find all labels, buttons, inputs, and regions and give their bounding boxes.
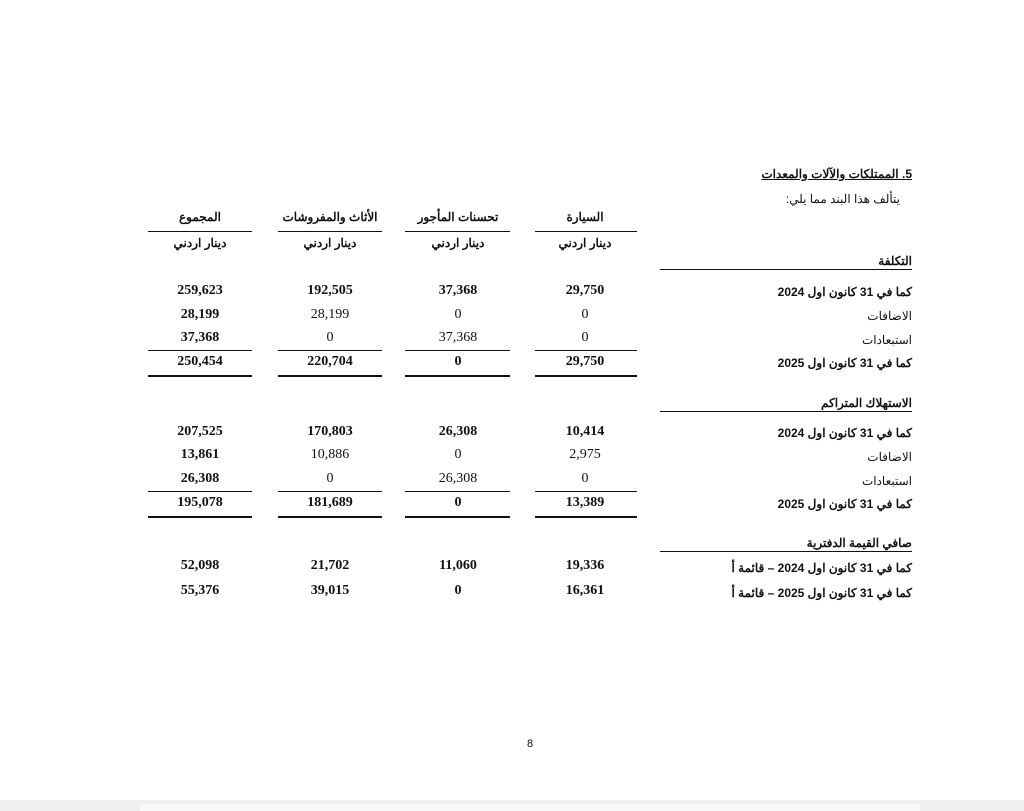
- column-header-underline: [148, 231, 252, 232]
- cell-value: 29,750: [565, 283, 605, 298]
- total-line: [148, 375, 252, 377]
- cell-value: 37,368: [438, 330, 478, 345]
- cell-value: 2,975: [569, 447, 601, 462]
- cell-value: 13,389: [565, 495, 605, 510]
- cell-value: 19,336: [565, 558, 605, 573]
- cell-value: 0: [581, 471, 589, 486]
- cell-value: 0: [326, 471, 334, 486]
- cell-value: 26,308: [180, 471, 220, 486]
- subtotal-line: [405, 350, 510, 351]
- total-line: [535, 516, 637, 518]
- row-label: كما في 31 كانون اول 2024: [777, 426, 912, 440]
- column-header-underline: [278, 231, 382, 232]
- cell-value: 28,199: [180, 307, 220, 322]
- total-line: [535, 375, 637, 377]
- cell-value: 10,886: [310, 447, 350, 462]
- cell-value: 11,060: [439, 558, 477, 573]
- row-label: كما في 31 كانون اول 2024 – قائمة أ: [731, 561, 912, 575]
- section-title: 5. الممتلكات والآلات والمعدات: [761, 167, 912, 181]
- total-line: [405, 375, 510, 377]
- subtotal-line: [148, 491, 252, 492]
- cell-value: 37,368: [438, 283, 478, 298]
- column-header-car: السيارة: [566, 210, 604, 224]
- unit-leasehold: دينار اردني: [431, 236, 485, 250]
- cell-value: 0: [326, 330, 334, 345]
- column-header-total: المجموع: [179, 210, 221, 224]
- total-line: [278, 516, 382, 518]
- cell-value: 21,702: [310, 558, 350, 573]
- column-header-underline: [405, 231, 510, 232]
- unit-furniture: دينار اردني: [303, 236, 357, 250]
- cell-value: 192,505: [307, 283, 353, 298]
- subtotal-line: [535, 491, 637, 492]
- cell-value: 16,361: [565, 583, 605, 598]
- subtotal-line: [148, 350, 252, 351]
- cell-value: 55,376: [180, 583, 220, 598]
- subtotal-line: [278, 350, 382, 351]
- column-header-furniture: الأثاث والمفروشات: [282, 210, 378, 224]
- cell-value: 259,623: [177, 283, 223, 298]
- cell-value: 0: [454, 447, 462, 462]
- cell-value: 28,199: [310, 307, 350, 322]
- cell-value: 181,689: [307, 495, 353, 510]
- total-line: [148, 516, 252, 518]
- cell-value: 195,078: [177, 495, 223, 510]
- cell-value: 0: [454, 495, 462, 510]
- unit-car: دينار اردني: [558, 236, 612, 250]
- cell-value: 26,308: [438, 424, 478, 439]
- cell-value: 220,704: [307, 354, 353, 369]
- unit-total: دينار اردني: [173, 236, 227, 250]
- cell-value: 207,525: [177, 424, 223, 439]
- cell-value: 37,368: [180, 330, 220, 345]
- cell-value: 250,454: [177, 354, 223, 369]
- row-label: الاضافات: [867, 309, 912, 323]
- row-label: كما في 31 كانون اول 2025: [777, 356, 912, 370]
- section-subtitle: يتألف هذا البند مما يلي:: [785, 192, 900, 206]
- total-line: [405, 516, 510, 518]
- page-number: 8: [526, 738, 534, 750]
- row-label: استبعادات: [861, 333, 912, 347]
- row-label: استبعادات: [861, 474, 912, 488]
- cell-value: 13,861: [180, 447, 220, 462]
- cell-value: 0: [454, 354, 462, 369]
- subtotal-line: [405, 491, 510, 492]
- row-label: كما في 31 كانون اول 2025 – قائمة أ: [731, 586, 912, 600]
- cell-value: 26,308: [438, 471, 478, 486]
- total-line: [278, 375, 382, 377]
- net-book-value-heading: صافي القيمة الدفترية: [806, 536, 912, 550]
- cell-value: 0: [454, 583, 462, 598]
- cell-value: 0: [581, 330, 589, 345]
- section-underline: [660, 411, 912, 412]
- cell-value: 29,750: [565, 354, 605, 369]
- column-header-underline: [535, 231, 637, 232]
- row-label: كما في 31 كانون اول 2024: [777, 285, 912, 299]
- section-underline: [660, 269, 912, 270]
- cell-value: 0: [581, 307, 589, 322]
- cell-value: 170,803: [307, 424, 353, 439]
- cell-value: 0: [454, 307, 462, 322]
- cell-value: 39,015: [310, 583, 350, 598]
- viewer-bottom-bar: [0, 800, 1024, 811]
- section-underline: [660, 551, 912, 552]
- row-label: الاضافات: [867, 450, 912, 464]
- subtotal-line: [278, 491, 382, 492]
- cost-heading: التكلفة: [878, 254, 912, 268]
- row-label: كما في 31 كانون اول 2025: [777, 497, 912, 511]
- depreciation-heading: الاستهلاك المتراكم: [821, 396, 912, 410]
- subtotal-line: [535, 350, 637, 351]
- cell-value: 52,098: [180, 558, 220, 573]
- cell-value: 10,414: [565, 424, 605, 439]
- column-header-leasehold-improvements: تحسنات المأجور: [417, 210, 499, 224]
